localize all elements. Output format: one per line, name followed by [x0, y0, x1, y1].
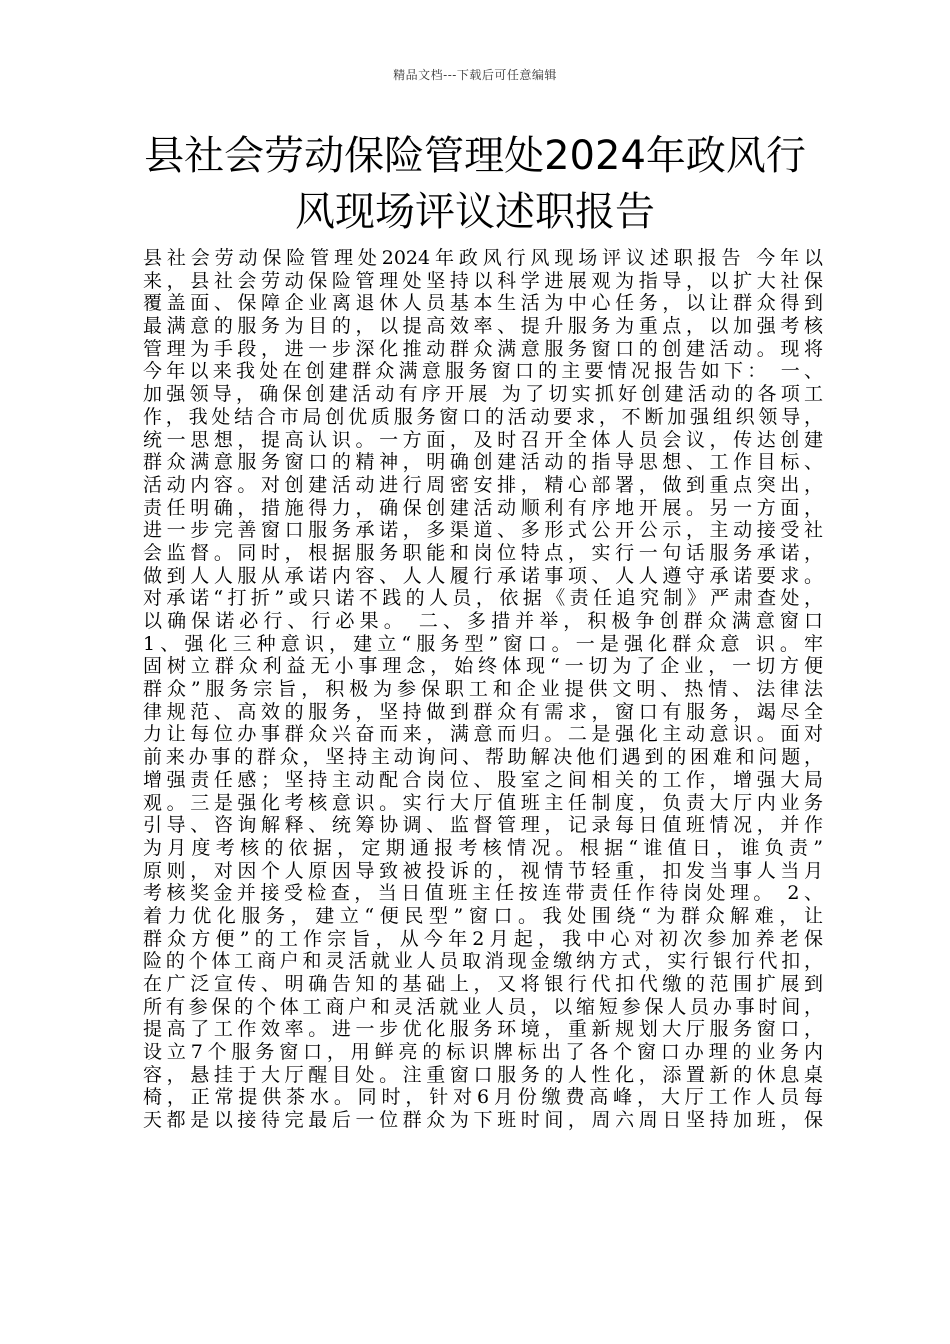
header-note: 精品文档---下载后可任意编辑	[393, 68, 557, 82]
body-text-line: 管理为手段，进一步深化推动群众满意服务窗口的创建活动。现将	[143, 337, 823, 360]
body-text-line: 险的个体工商户和灵活就业人员取消现金缴纳方式，实行银行代扣，	[143, 950, 823, 973]
body-text-line: 群众”服务宗旨，积极为参保职工和企业提供文明、热情、法律法	[143, 678, 823, 701]
body-text-line: 对承诺“打折”或只诺不践的人员，依据《责任追究制》严肃查处，	[143, 587, 823, 610]
body-text-line: 会监督。同时，根据服务职能和岗位特点，实行一句话服务承诺，	[143, 541, 823, 564]
body-text-line: 作，我处结合市局创优质服务窗口的活动要求，不断加强组织领导，	[143, 405, 823, 428]
body-text-line: 天都是以接待完最后一位群众为下班时间，周六周日坚持加班，保	[143, 1109, 823, 1132]
body-text-line: 所有参保的个体工商户和灵活就业人员，以缩短参保人员办事时间，	[143, 995, 823, 1018]
body-text-line: 做到人人服从承诺内容、人人履行承诺事项、人人遵守承诺要求。	[143, 564, 823, 587]
body-text-line: 观。三是强化考核意识。实行大厅值班主任制度，负责大厅内业务	[143, 791, 823, 814]
document-body	[143, 247, 823, 1132]
title-line-2: 风现场评议述职报告	[295, 189, 655, 235]
body-text-line: 引导、咨询解释、统筹协调、监督管理，记录每日值班情况，并作	[143, 814, 823, 837]
body-text-line: 设立7个服务窗口，用鲜亮的标识牌标出了各个窗口办理的业务内	[143, 1041, 823, 1064]
body-text-line: 前来办事的群众，坚持主动询问、帮助解决他们遇到的困难和问题，	[143, 746, 823, 769]
body-text-line: 增强责任感；坚持主动配合岗位、股室之间相关的工作，增强大局	[143, 768, 823, 791]
document-title	[120, 128, 830, 240]
body-text-line: 力让每位办事群众兴奋而来，满意而归。二是强化主动意识。面对	[143, 723, 823, 746]
body-text-line: 进一步完善窗口服务承诺，多渠道、多形式公开公示，主动接受社	[143, 519, 823, 542]
body-text-line: 考核奖金并接受检查，当日值班主任按连带责任作待岗处理。 2、	[143, 882, 823, 905]
body-text-line: 固树立群众利益无小事理念，始终体现“一切为了企业，一切方便	[143, 655, 823, 678]
title-line-1: 县社会劳动保险管理处2024年政风行	[144, 133, 806, 179]
body-text-line: 群众满意服务窗口的精神，明确创建活动的指导思想、工作目标、	[143, 451, 823, 474]
body-text-line: 最满意的服务为目的，以提高效率、提升服务为重点，以加强考核	[143, 315, 823, 338]
body-text-line: 1、强化三种意识，建立“服务型”窗口。一是强化群众意 识。牢	[143, 632, 823, 655]
body-text-line: 活动内容。对创建活动进行周密安排，精心部署，做到重点突出，	[143, 473, 823, 496]
body-text-line: 在广泛宣传、明确告知的基础上，又将银行代扣代缴的范围扩展到	[143, 973, 823, 995]
body-text-line: 县社会劳动保险管理处2024年政风行风现场评议述职报告 今年以	[143, 247, 823, 269]
body-text-line: 着力优化服务，建立“便民型”窗口。我处围绕“为群众解难，让	[143, 904, 823, 927]
body-text-line: 来，县社会劳动保险管理处坚持以科学进展观为指导，以扩大社保	[143, 269, 823, 292]
body-text-line: 加强领导，确保创建活动有序开展 为了切实抓好创建活动的各项工	[143, 383, 823, 406]
body-text-line: 原则，对因个人原因导致被投诉的，视情节轻重，扣发当事人当月	[143, 859, 823, 882]
body-text-line: 统一思想，提高认识。一方面，及时召开全体人员会议，传达创建	[143, 428, 823, 451]
body-text-line: 以确保诺必行、行必果。 二、多措并举，积极争创群众满意窗口	[143, 610, 823, 632]
body-text-line: 容，悬挂于大厅醒目处。注重窗口服务的人性化，添置新的休息桌	[143, 1063, 823, 1086]
body-text-line: 覆盖面、保障企业离退休人员基本生活为中心任务，以让群众得到	[143, 292, 823, 315]
body-text-line: 为月度考核的依据，定期通报考核情况。根据“谁值日，谁负责”	[143, 836, 823, 859]
body-text-line: 责任明确，措施得力，确保创建活动顺利有序地开展。另一方面，	[143, 496, 823, 519]
body-text-line: 今年以来我处在创建群众满意服务窗口的主要情况报告如下： 一、	[143, 360, 823, 383]
body-text-line: 群众方便”的工作宗旨，从今年2月起，我中心对初次参加养老保	[143, 927, 823, 950]
body-text-line: 提高了工作效率。进一步优化服务环境，重新规划大厅服务窗口，	[143, 1018, 823, 1041]
body-text-line: 律规范、高效的服务，坚持做到群众有需求，窗口有服务，竭尽全	[143, 700, 823, 723]
body-text-line: 椅，正常提供茶水。同时，针对6月份缴费高峰，大厅工作人员每	[143, 1086, 823, 1109]
